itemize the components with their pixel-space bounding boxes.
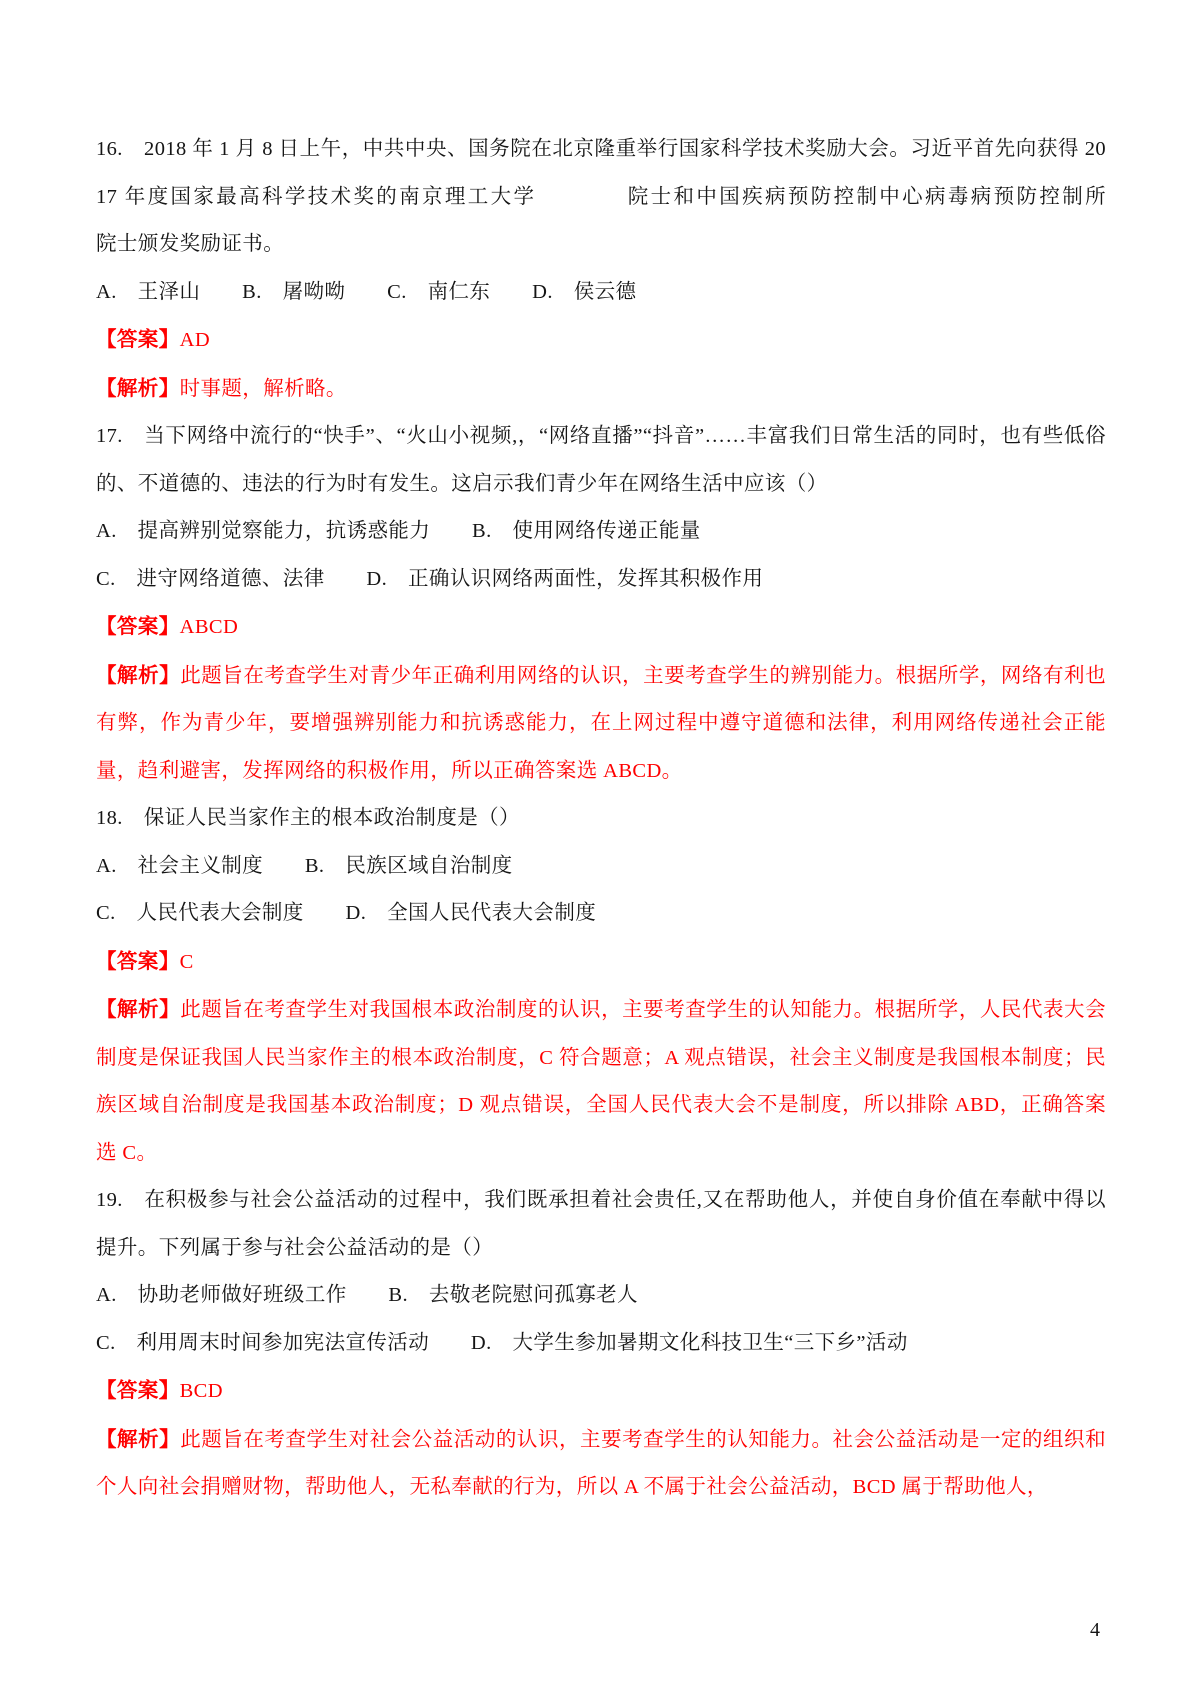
analysis-label: 【解析】 — [96, 998, 181, 1021]
analysis-text: 此题旨在考查学生对我国根本政治制度的认识，主要考查学生的认知能力。根据所学，人民代表大会制度是保证我国人民当家作主的根本政治制度，C 符合题意；A 观点错误，社会主义制度是我国根本制度；民族区域自治制度是我国基本政治制度；D 观点错误，全国人民代表大会不是制度，所以排除 ABD，正确答案选 C。 — [96, 999, 1106, 1164]
question-16-answer-line — [96, 316, 1106, 365]
question-16-stem: 16. 2018 年 1 月 8 日上午，中共中央、国务院在北京隆重举行国家科学技术奖励大会。习近平首先向获得 2017 年度国家最高科学技术奖的南京理工大学 院士和中国疾病预防控制中心病毒病预防控制所 院士颁发奖励证书。 — [96, 138, 1190, 255]
answer-value: C — [179, 950, 194, 973]
question-17-stem: 17. 当下网络中流行的“快手”、“火山小视频,，“网络直播”“抖音”……丰富我们日常生活的同时，也有些低俗的、不道德的、违法的行为时有发生。这启示我们青少年在网络生活中应该（） — [96, 425, 1106, 495]
question-18-analysis-line — [96, 986, 1106, 1177]
answer-value: ABCD — [179, 616, 239, 638]
question-18-answer-line — [96, 938, 1106, 987]
analysis-label: 【解析】 — [96, 1427, 181, 1451]
page-number: 4 — [1090, 1619, 1100, 1641]
answer-label: 【答案】 — [96, 328, 180, 351]
answer-label: 【答案】 — [96, 1379, 180, 1402]
question-17-analysis-line — [96, 652, 1106, 796]
question-16-block — [96, 126, 1190, 413]
question-17-block — [96, 413, 1106, 795]
question-18-options-cd: C. 人民代表大会制度 D. 全国人民代表大会制度 — [96, 902, 597, 924]
answer-label: 【答案】 — [96, 949, 180, 973]
question-17-answer-line — [96, 603, 1106, 652]
question-18-block — [96, 795, 1106, 1177]
question-19-block — [96, 1177, 1106, 1512]
question-17-options-ab: A. 提高辨别觉察能力，抗诱惑能力 B. 使用网络传递正能量 — [96, 520, 701, 542]
question-18-options-ab: A. 社会主义制度 B. 民族区域自治制度 — [96, 854, 513, 877]
content-area — [96, 126, 1190, 1512]
question-19-answer-line — [96, 1367, 1106, 1416]
answer-value: BCD — [179, 1380, 223, 1402]
answer-label: 【答案】 — [96, 615, 180, 638]
answer-value: AD — [179, 329, 211, 351]
question-19-stem: 19. 在积极参与社会公益活动的过程中，我们既承担着社会贵任,又在帮助他人，并使自身价值在奉献中得以提升。下列属于参与社会公益活动的是（） — [96, 1189, 1106, 1259]
analysis-text: 此题旨在考查学生对社会公益活动的认识，主要考查学生的认知能力。社会公益活动是一定的组织和个人向社会捐赠财物，帮助他人，无私奉献的行为，所以 A 不属于社会公益活动，BCD 属于帮助他人， — [96, 1428, 1106, 1498]
question-19-analysis-line — [96, 1416, 1106, 1512]
analysis-text: 时事题，解析略。 — [179, 377, 347, 400]
analysis-label: 【解析】 — [96, 376, 180, 400]
question-17-options-cd: C. 进守网络道德、法律 D. 正确认识网络两面性，发挥其积极作用 — [96, 567, 764, 590]
question-19-options-ab: A. 协助老师做好班级工作 B. 去敬老院慰问孤寡老人 — [96, 1284, 638, 1306]
analysis-text: 此题旨在考查学生对青少年正确利用网络的认识，主要考查学生的辨别能力。根据所学，网络有利也有弊，作为青少年，要增强辨别能力和抗诱惑能力，在上网过程中遵守道德和法律，利用网络传递社会正能量，趋利避害，发挥网络的积极作用，所以正确答案选 ABCD。 — [96, 664, 1106, 782]
question-16-options: A. 王泽山 B. 屠呦呦 C. 南仁东 D. 侯云德 — [96, 280, 637, 303]
question-19-options-cd: C. 利用周末时间参加宪法宣传活动 D. 大学生参加暑期文化科技卫生“三下乡”活动 — [96, 1331, 908, 1354]
question-18-stem: 18. 保证人民当家作主的根本政治制度是（） — [96, 807, 520, 829]
analysis-label: 【解析】 — [96, 663, 181, 687]
question-16-analysis-line — [96, 365, 1106, 414]
